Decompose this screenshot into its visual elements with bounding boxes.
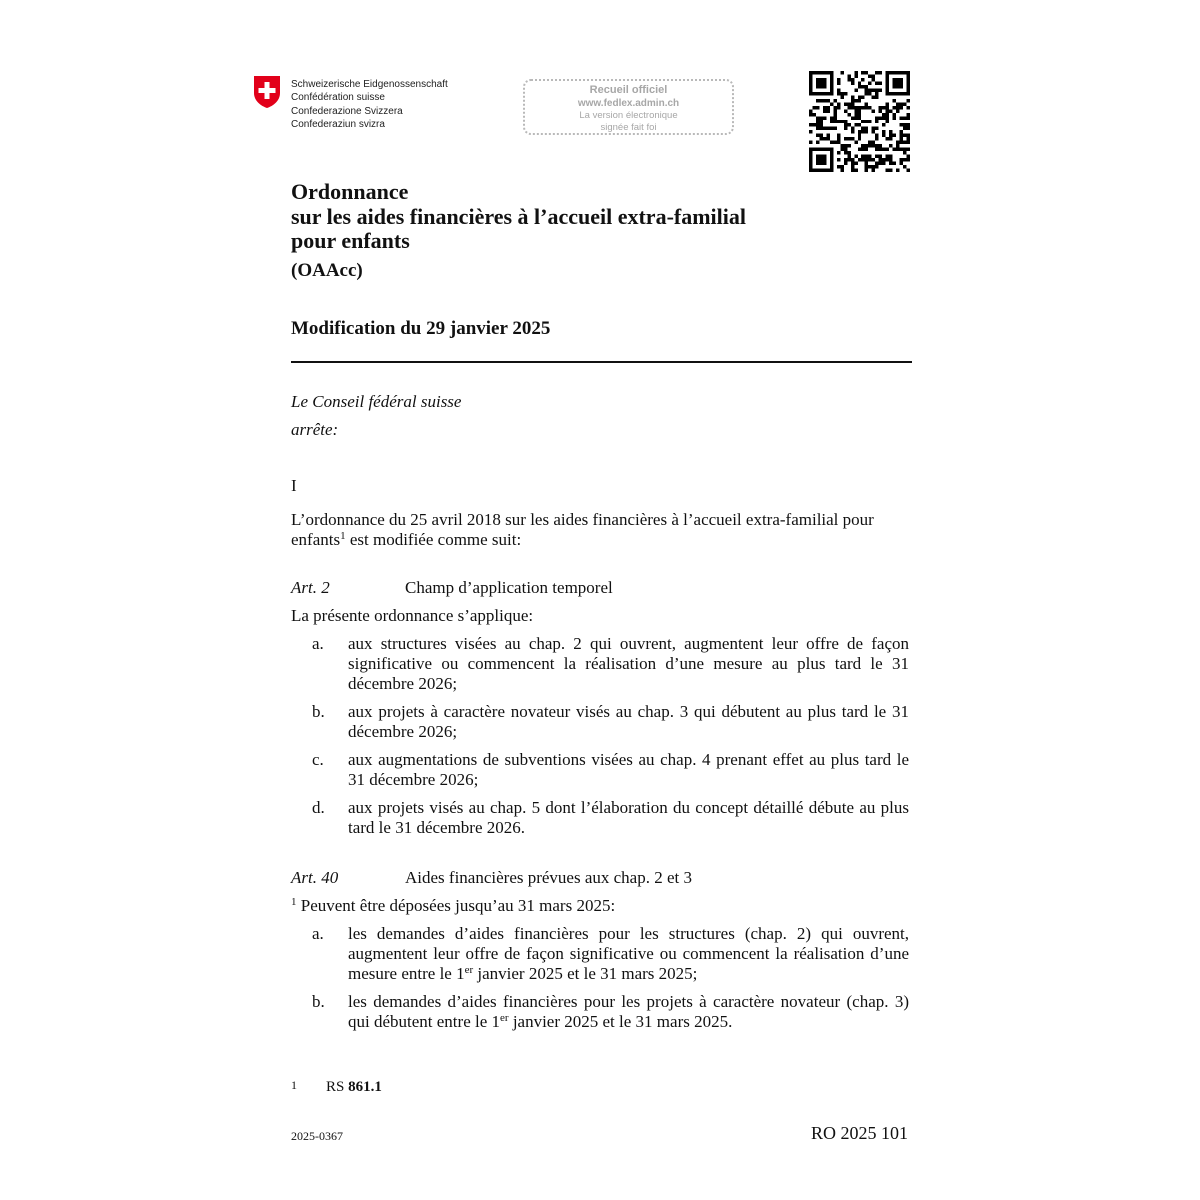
intro-text: enfants <box>291 530 341 549</box>
list-item-label: b. <box>312 992 325 1011</box>
list-item-text: les demandes d’aides financières pour les structures (chap. 2) qui ouvrent, augmentent leur offre de façon significative ou commencent la réalisation d’une mesure entre le 1 <box>348 924 909 983</box>
list-item-text: aux projets visés au chap. 5 dont l’élaboration du concept détaillé débute au plus tard le 31 décembre 2026. <box>348 798 909 837</box>
qr-code-icon <box>809 71 910 172</box>
section-intro-line-2 <box>291 530 521 550</box>
list-item <box>291 798 909 838</box>
art-2-lead: La présente ordonnance s’applique: <box>291 606 534 625</box>
section-intro-line-1: L’ordonnance du 25 avril 2018 sur les aides financières à l’accueil extra-familial pour <box>291 510 874 529</box>
article-number: Art. 40 <box>291 868 339 887</box>
modification-date: Modification du 29 janvier 2025 <box>291 318 551 339</box>
official-compilation-number: RO 2025 101 <box>810 1123 908 1143</box>
list-item-label: b. <box>312 702 325 721</box>
footnote-prefix: RS <box>326 1079 349 1095</box>
list-item-label: d. <box>312 798 325 817</box>
stamp-url[interactable]: www.fedlex.admin.ch <box>577 98 680 109</box>
footnote-ref[interactable]: 1 <box>340 530 346 542</box>
list-item-text: aux structures visées au chap. 2 qui ouvrent, augmentent leur offre de façon significative ou commencent la réalisation d’une mesure au plus tard le 31 décembre 2026; <box>348 634 909 693</box>
article-number: Art. 2 <box>291 578 330 597</box>
art-40-lead <box>291 896 615 916</box>
art-40-heading <box>291 868 692 888</box>
confed-de: Schweizerische Eidgenossenschaft <box>291 79 448 90</box>
intro-text-end: est modifiée comme suit: <box>345 530 522 549</box>
title-line-2: sur les aides financières à l’accueil extra-familial <box>291 203 746 229</box>
paragraph-number: 1 <box>291 896 297 908</box>
title-line-3: pour enfants <box>291 228 410 253</box>
list-item <box>291 750 909 790</box>
art-2-heading <box>291 578 613 598</box>
list-item-label: c. <box>312 750 324 769</box>
title-abbreviation: (OAAcc) <box>291 260 363 281</box>
list-item-text: aux projets à caractère novateur visés au chap. 3 qui débutent au plus tard le 31 décembre 2026; <box>348 702 909 741</box>
list-item-text-end: janvier 2025 et le 31 mars 2025. <box>508 1012 733 1031</box>
title-line-1: Ordonnance <box>291 179 409 204</box>
document-title <box>291 180 746 254</box>
footnote-number: 1 <box>291 1078 297 1092</box>
article-title: Champ d’application temporel <box>405 578 613 597</box>
list-item <box>291 924 909 984</box>
lead-text: Peuvent être déposées jusqu’au 31 mars 2025: <box>296 896 616 915</box>
footnote-reference[interactable]: 861.1 <box>348 1079 382 1095</box>
list-item <box>291 634 909 694</box>
list-item-label: a. <box>312 634 324 653</box>
list-item <box>291 702 909 742</box>
list-item-text-end: janvier 2025 et le 31 mars 2025; <box>473 964 698 983</box>
confed-it: Confederazione Svizzera <box>291 105 403 117</box>
list-item-text: aux augmentations de subventions visées au chap. 4 prenant effet au plus tard le 31 décembre 2026; <box>348 750 909 789</box>
preamble-authority: Le Conseil fédéral suisse <box>291 392 462 411</box>
footnote <box>291 1078 382 1096</box>
confed-rm: Confederaziun svizra <box>291 119 385 131</box>
document-number: 2025-0367 <box>291 1129 343 1143</box>
official-stamp <box>523 79 734 135</box>
section-numeral: I <box>291 476 297 495</box>
ordinal-suffix: er <box>500 1012 509 1024</box>
confed-fr: Confédération suisse <box>291 92 385 104</box>
list-item-label: a. <box>312 924 324 943</box>
confederation-names <box>291 78 448 132</box>
stamp-title: Recueil officiel <box>589 84 668 96</box>
stamp-note-2: signée fait foi <box>600 122 657 133</box>
preamble-decides: arrête: <box>291 420 339 439</box>
art-2-list <box>291 634 909 838</box>
ordinal-suffix: er <box>464 964 474 976</box>
list-item-text: les demandes d’aides financières pour les projets à caractère novateur (chap. 3) qui débutent entre le 1 <box>348 992 909 1031</box>
art-40-list <box>291 924 909 1032</box>
stamp-note-1: La version électronique <box>579 110 678 121</box>
article-title: Aides financières prévues aux chap. 2 et 3 <box>405 868 692 887</box>
swiss-crest-icon <box>253 75 281 109</box>
list-item <box>291 992 909 1032</box>
title-divider <box>291 361 912 363</box>
